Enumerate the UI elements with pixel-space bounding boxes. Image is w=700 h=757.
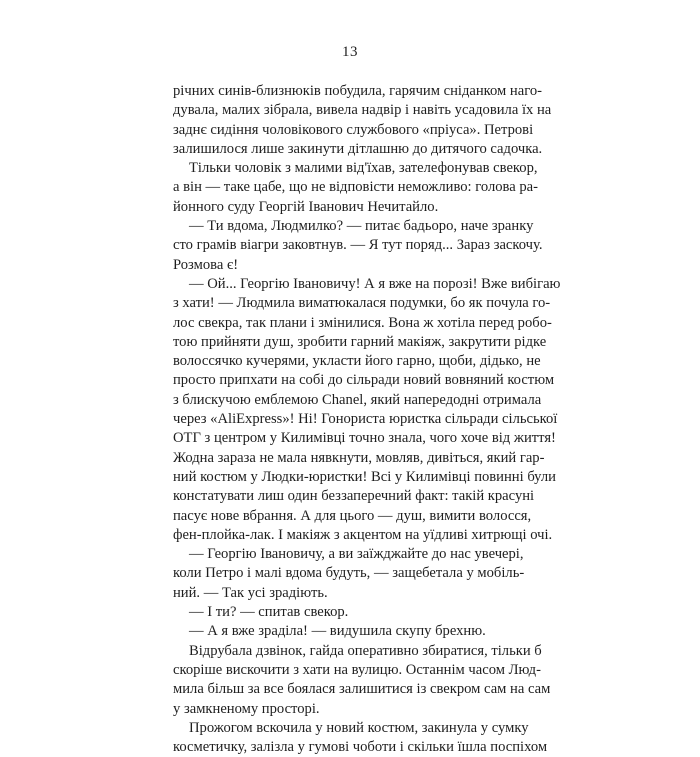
text-line: косметичку, залізла у гумові чоботи і скільки їшла поспіхом [173,739,548,756]
text-line: Прожогом вскочила у новий костюм, закинула у сумку [189,719,529,736]
page-number: 13 [342,44,358,60]
text-line: через «AliExpress»! Ні! Гонориста юристка сільради сільської [173,411,558,428]
text-line: констатувати лиш один беззаперечний факт: такій красуні [173,488,535,505]
text-line: ний костюм у Людки-юристки! Всі у Килимівці повинні були [173,468,556,485]
text-line: йонного суду Георгій Іванович Нечитайло. [173,198,439,215]
text-line: скоріше вискочити з хати на вулицю. Останнім часом Люд- [173,661,541,678]
text-line: з блискучою емблемою Chanel, який напередодні отримала [173,391,542,408]
text-line: ний. — Так усі зрадіють. [173,584,328,601]
text-line: волоссячко кучерями, укласти його гарно, щоби, дідько, не [173,353,541,370]
text-line: мила більш за все боялася залишитися із свекром сам на сам [173,681,551,698]
text-line: Тільки чоловік з малими від'їхав, зателефонував свекор, [189,160,538,177]
text-line: — Георгію Івановичу, а ви заїжджайте до нас увечері, [189,546,524,563]
text-line: а він — таке цабе, що не відповісти неможливо: голова ра- [173,179,538,196]
text-line: лос свекра, так плани і змінилися. Вона ж хотіла перед робо- [173,314,552,331]
text-line: тою прийняти душ, зробити гарний макіяж, закрутити рідке [173,333,547,350]
text-line: просто припхати на собі до сільради новий вовняний костюм [173,372,555,389]
text-line: з хати! — Людмила виматюкалася подумки, бо як почула го- [173,295,551,312]
text-line: фен-плойка-лак. І макіяж з акцентом на уїдливі хитрющі очі. [173,526,553,543]
text-line: річних синів-близнюків побудила, гарячим сніданком наго- [173,83,542,99]
text-line: дувала, малих зібрала, вивела надвір і навіть усадовила їх на [173,102,552,119]
text-line: ОТГ з центром у Килимівці точно знала, чого хоче від життя! [173,430,556,447]
text-line: сто грамів віагри заковтнув. — Я тут поряд... Зараз заскочу. [173,237,543,254]
body-text [173,82,561,757]
text-line: Жодна зараза не мала нявкнути, мовляв, дивіться, який гар- [173,449,545,466]
text-line: заднє сидіння чоловікового службового «пріуса». Петрові [173,121,534,138]
text-line: Розмова є! [173,256,239,273]
text-line: — Ти вдома, Людмилко? — питає бадьоро, наче зранку [189,218,534,235]
text-line: — А я вже зраділа! — видушила скупу брехню. [189,623,486,640]
text-line: — Ой... Георгію Івановичу! А я вже на порозі! Вже вибігаю [189,275,561,292]
text-line: коли Петро і малі вдома будуть, — защебетала у мобіль- [173,565,525,582]
text-line: — І ти? — спитав свекор. [189,604,349,621]
text-line: Відрубала дзвінок, гайда оперативно збиратися, тільки б [189,642,542,659]
text-line: у замкненому просторі. [173,700,320,717]
text-line: пасує нове вбрання. А для цього — душ, вимити волосся, [173,507,532,524]
text-line: залишилося лише закинути дітлашню до дитячого садочка. [173,140,543,157]
